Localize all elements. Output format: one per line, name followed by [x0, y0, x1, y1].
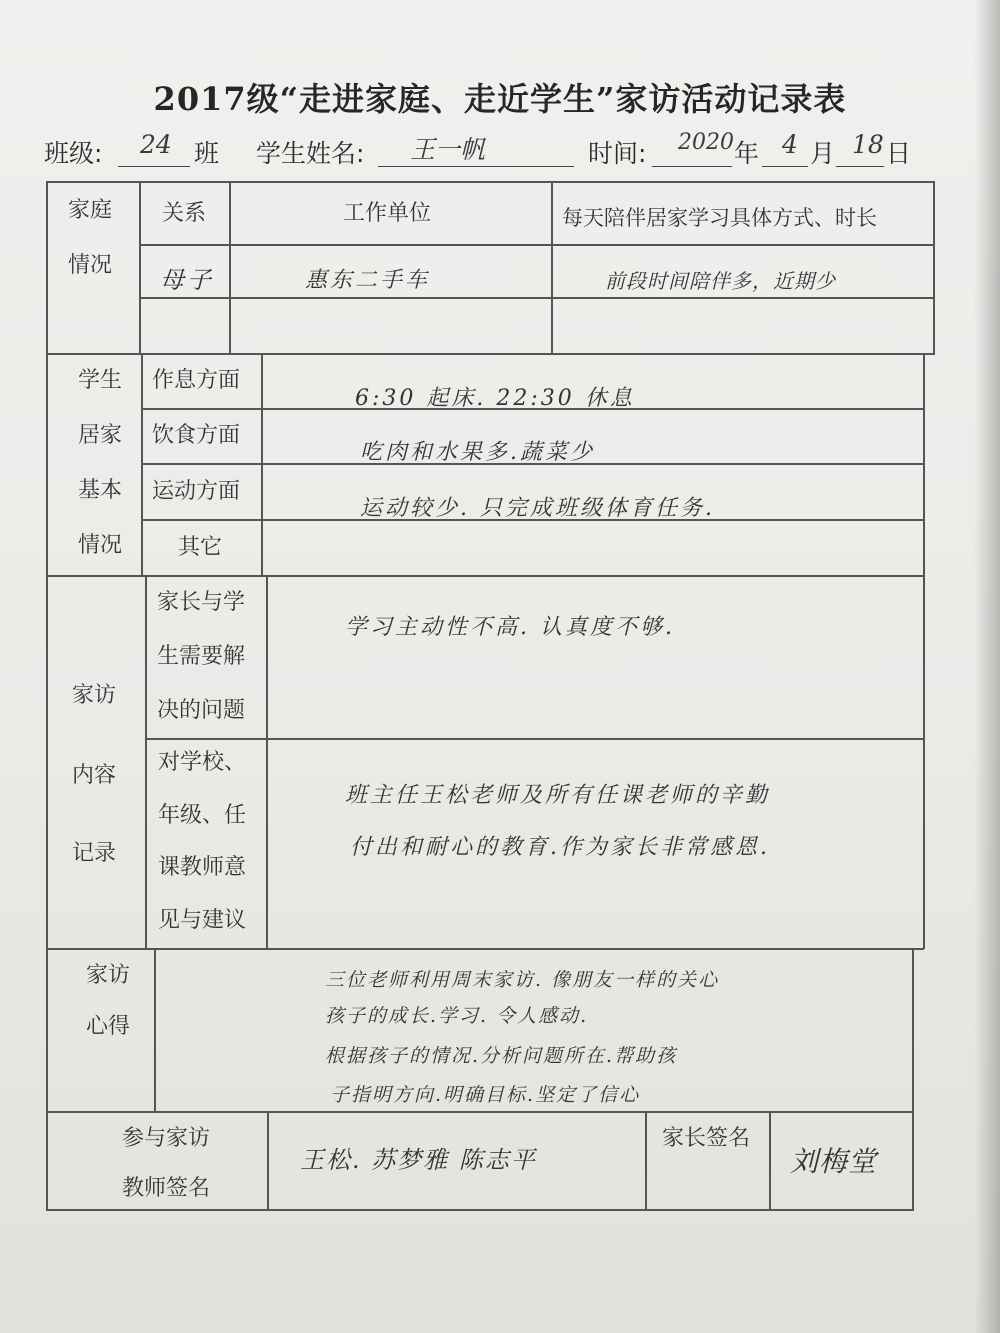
problems-label-2: 生需要解 — [157, 644, 246, 669]
visit-section-label-2: 内容 — [72, 763, 117, 788]
feeling-line-2: 孩子的成长.学习. 令人感动. — [325, 1005, 589, 1027]
class-value: 24 — [140, 130, 172, 159]
class-label: 班级: — [44, 139, 103, 168]
problems-value: 学习主动性不高. 认真度不够. — [345, 615, 675, 640]
month-unit: 月 — [810, 139, 836, 168]
suggest-label-3: 课教师意 — [158, 855, 247, 880]
diet-label: 饮食方面 — [152, 423, 241, 448]
student-name-underline — [378, 166, 574, 167]
teacher-signatures: 王松. 苏梦雅 陈志平 — [300, 1146, 537, 1174]
parent-sign-label: 家长签名 — [662, 1126, 751, 1151]
class-suffix: 班 — [194, 139, 220, 168]
paper-edge-shadow — [974, 0, 1000, 1333]
year-underline — [652, 166, 732, 167]
suggest-label-2: 年级、任 — [158, 803, 247, 828]
day-underline — [836, 166, 884, 167]
schedule-value: 6:30 起床. 22:30 休息 — [355, 386, 635, 411]
col-accompany-header: 每天陪伴居家学习具体方式、时长 — [562, 206, 877, 230]
visit-section-label-3: 记录 — [72, 841, 117, 866]
feeling-section-label-2: 心得 — [86, 1014, 131, 1039]
visit-section-label-1: 家访 — [72, 683, 117, 708]
feeling-line-4: 子指明方向.明确目标.坚定了信心 — [330, 1084, 641, 1106]
month-value: 4 — [782, 130, 798, 159]
month-underline — [762, 166, 808, 167]
class-underline — [118, 166, 190, 167]
time-label: 时间: — [588, 139, 647, 168]
accompany-value: 前段时间陪伴多，近期少 — [605, 269, 836, 293]
relation-value: 母子 — [160, 266, 214, 294]
parent-signature: 刘梅堂 — [790, 1145, 878, 1178]
work-unit-value: 惠东二手车 — [305, 268, 431, 293]
col-work-header: 工作单位 — [343, 201, 432, 226]
year-unit: 年 — [734, 139, 760, 168]
other-label: 其它 — [178, 535, 223, 560]
exercise-value: 运动较少. 只完成班级体育任务. — [360, 496, 715, 521]
family-section-label-1: 家庭 — [68, 198, 113, 223]
problems-label-3: 决的问题 — [157, 698, 246, 723]
suggest-label-4: 见与建议 — [158, 908, 247, 933]
teacher-sign-label-1: 参与家访 — [122, 1126, 211, 1151]
year-value: 2020 — [678, 130, 734, 155]
student-section-label-4: 情况 — [78, 533, 123, 558]
diet-value: 吃肉和水果多.蔬菜少 — [360, 440, 595, 465]
feeling-line-1: 三位老师利用周末家访. 像朋友一样的关心 — [325, 969, 720, 991]
exercise-label: 运动方面 — [152, 479, 241, 504]
student-name-label: 学生姓名: — [256, 139, 365, 168]
family-section-label-2: 情况 — [68, 253, 113, 278]
page-title: 2017级“走进家庭、走近学生”家访活动记录表 — [153, 80, 847, 118]
day-value: 18 — [852, 130, 884, 159]
problems-label-1: 家长与学 — [157, 590, 246, 615]
schedule-label: 作息方面 — [152, 368, 241, 393]
suggest-line-2: 付出和耐心的教育.作为家长非常感恩. — [350, 835, 770, 860]
day-unit: 日 — [886, 139, 912, 168]
col-relation-header: 关系 — [162, 201, 207, 226]
student-section-label-3: 基本 — [78, 478, 123, 503]
student-section-label-1: 学生 — [78, 368, 123, 393]
student-section-label-2: 居家 — [78, 423, 123, 448]
teacher-sign-label-2: 教师签名 — [122, 1176, 211, 1201]
suggest-label-1: 对学校、 — [158, 750, 247, 775]
feeling-line-3: 根据孩子的情况.分析问题所在.帮助孩 — [325, 1045, 678, 1067]
suggest-line-1: 班主任王松老师及所有任课老师的辛勤 — [345, 783, 771, 808]
student-name-value: 王一帆 — [410, 135, 486, 164]
feeling-section-label-1: 家访 — [86, 963, 131, 988]
